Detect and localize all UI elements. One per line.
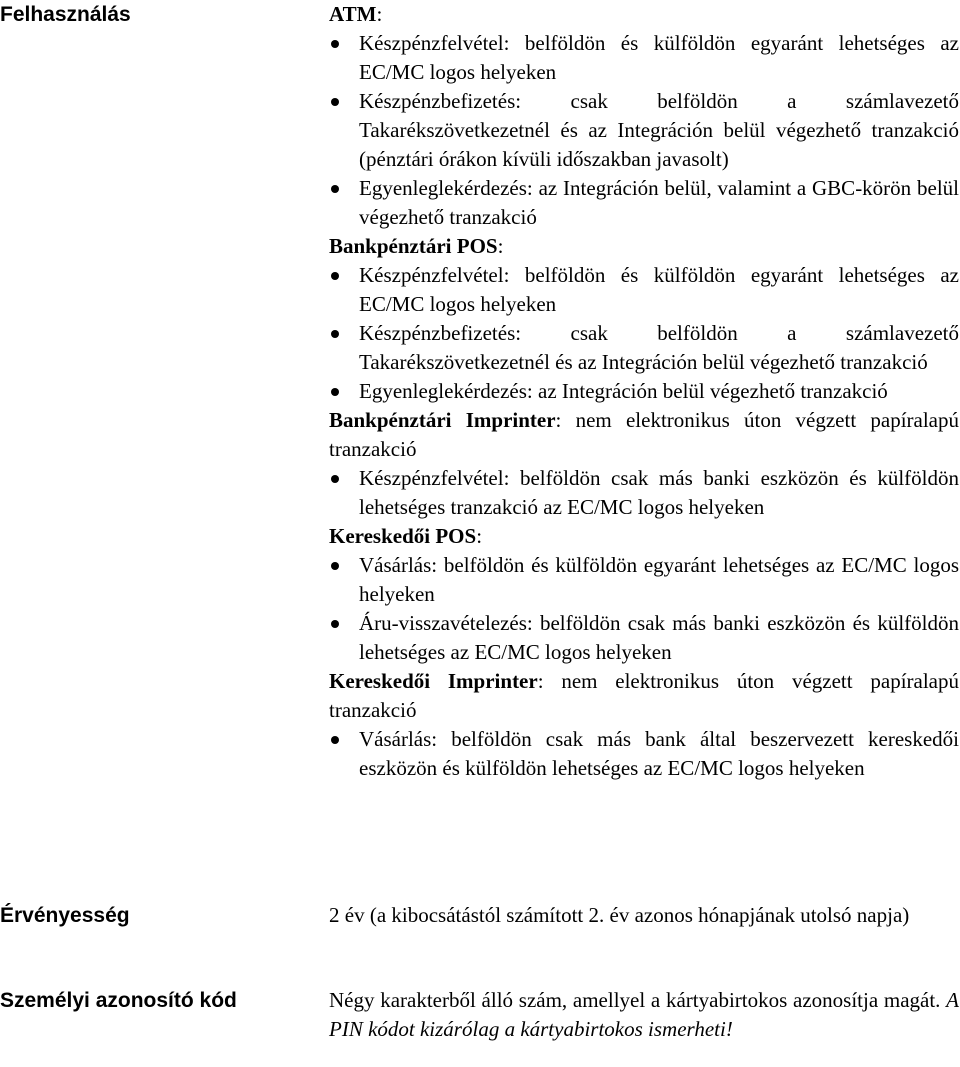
list-item-text: Készpénzfelvétel: belföldön csak más banki eszközön és külföldön lehetséges tranzakció az EC/MC logos helyeken [359, 466, 959, 519]
merchant-imprinter-heading-rest: : nem elektronikus úton végzett papíralapú tranzakció [329, 669, 959, 722]
bank-imprinter-list [329, 464, 959, 522]
row-ervenyesseg [0, 901, 960, 971]
atm-heading [329, 0, 959, 29]
list-item [329, 551, 959, 609]
list-item [329, 609, 959, 667]
pin-warning: A PIN kódot kizárólag a kártyabirtokos ismerheti! [329, 988, 959, 1041]
merchant-imprinter-list [329, 725, 959, 783]
merchant-pos-heading [329, 522, 959, 551]
merchant-pos-heading-text: Kereskedői POS [329, 524, 477, 548]
list-item-text: Egyenleglekérdezés: az Integráción belül végezhető tranzakció [359, 379, 888, 403]
bank-pos-heading-text: Bankpénztári POS [329, 234, 498, 258]
pin-description: Négy karakterből álló szám, amellyel a kártyabirtokos azonosítja magát. [329, 988, 941, 1012]
bullet-icon [331, 272, 339, 280]
list-item [329, 377, 959, 406]
list-item-text: Készpénzbefizetés: csak belföldön a számlavezető Takarékszövetkezetnél és az Integráción belül végezhető tranzakció (pénztári órákon kívüli időszakban javasolt) [359, 89, 959, 171]
bank-pos-heading-colon: : [497, 234, 504, 258]
atm-list [329, 29, 959, 232]
merchant-pos-heading-colon: : [476, 524, 483, 548]
list-item [329, 29, 959, 87]
bullet-icon [331, 475, 339, 483]
list-item [329, 261, 959, 319]
list-item [329, 464, 959, 522]
bank-imprinter-heading [329, 406, 959, 464]
validity-text: 2 év (a kibocsátástól számított 2. év azonos hónapjának utolsó napja) [329, 903, 910, 927]
pin-text [329, 986, 959, 1044]
bullet-icon [331, 388, 339, 396]
bank-imprinter-heading-rest: : nem elektronikus úton végzett papíralapú tranzakció [329, 408, 960, 461]
bullet-icon [331, 185, 339, 193]
list-item-text: Egyenleglekérdezés: az Integráción belül, valamint a GBC-körön belül végezhető tranzakció [359, 176, 959, 229]
list-item [329, 87, 959, 174]
label-pin: Személyi azonosító kód [0, 989, 237, 1012]
bullet-icon [331, 562, 339, 570]
row-pin [0, 986, 960, 1067]
bullet-icon [331, 330, 339, 338]
list-item-text: Áru-visszavételezés: belföldön csak más banki eszközön és külföldön lehetséges az EC/MC logos helyeken [359, 611, 959, 664]
list-item-text: Készpénzbefizetés: csak belföldön a számlavezető Takarékszövetkezetnél és az Integráción belül végezhető tranzakció [359, 321, 959, 374]
bank-pos-list [329, 261, 959, 406]
bank-imprinter-heading-text: Bankpénztári Imprinter [329, 408, 556, 432]
list-item [329, 174, 959, 232]
bullet-icon [331, 736, 339, 744]
list-item-text: Készpénzfelvétel: belföldön és külföldön egyaránt lehetséges az EC/MC logos helyeken [359, 31, 959, 84]
bank-pos-heading [329, 232, 959, 261]
bullet-icon [331, 98, 339, 106]
list-item-text: Készpénzfelvétel: belföldön és külföldön egyaránt lehetséges az EC/MC logos helyeken [359, 263, 959, 316]
bullet-icon [331, 40, 339, 48]
list-item [329, 319, 959, 377]
atm-heading-colon: : [376, 2, 383, 26]
bullet-icon [331, 620, 339, 628]
merchant-imprinter-heading-text: Kereskedői Imprinter [329, 669, 538, 693]
label-felhasznalas: Felhasználás [0, 3, 131, 26]
list-item-text: Vásárlás: belföldön és külföldön egyaránt lehetséges az EC/MC logos helyeken [359, 553, 959, 606]
list-item [329, 725, 959, 783]
list-item-text: Vásárlás: belföldön csak más bank által beszervezett kereskedői eszközön és külföldön lehetséges az EC/MC logos helyeken [359, 727, 959, 780]
label-ervenyesseg: Érvényesség [0, 904, 130, 927]
merchant-pos-list [329, 551, 959, 667]
atm-heading-text: ATM [329, 2, 377, 26]
merchant-imprinter-heading [329, 667, 959, 725]
content-felhasznalas [329, 0, 959, 783]
